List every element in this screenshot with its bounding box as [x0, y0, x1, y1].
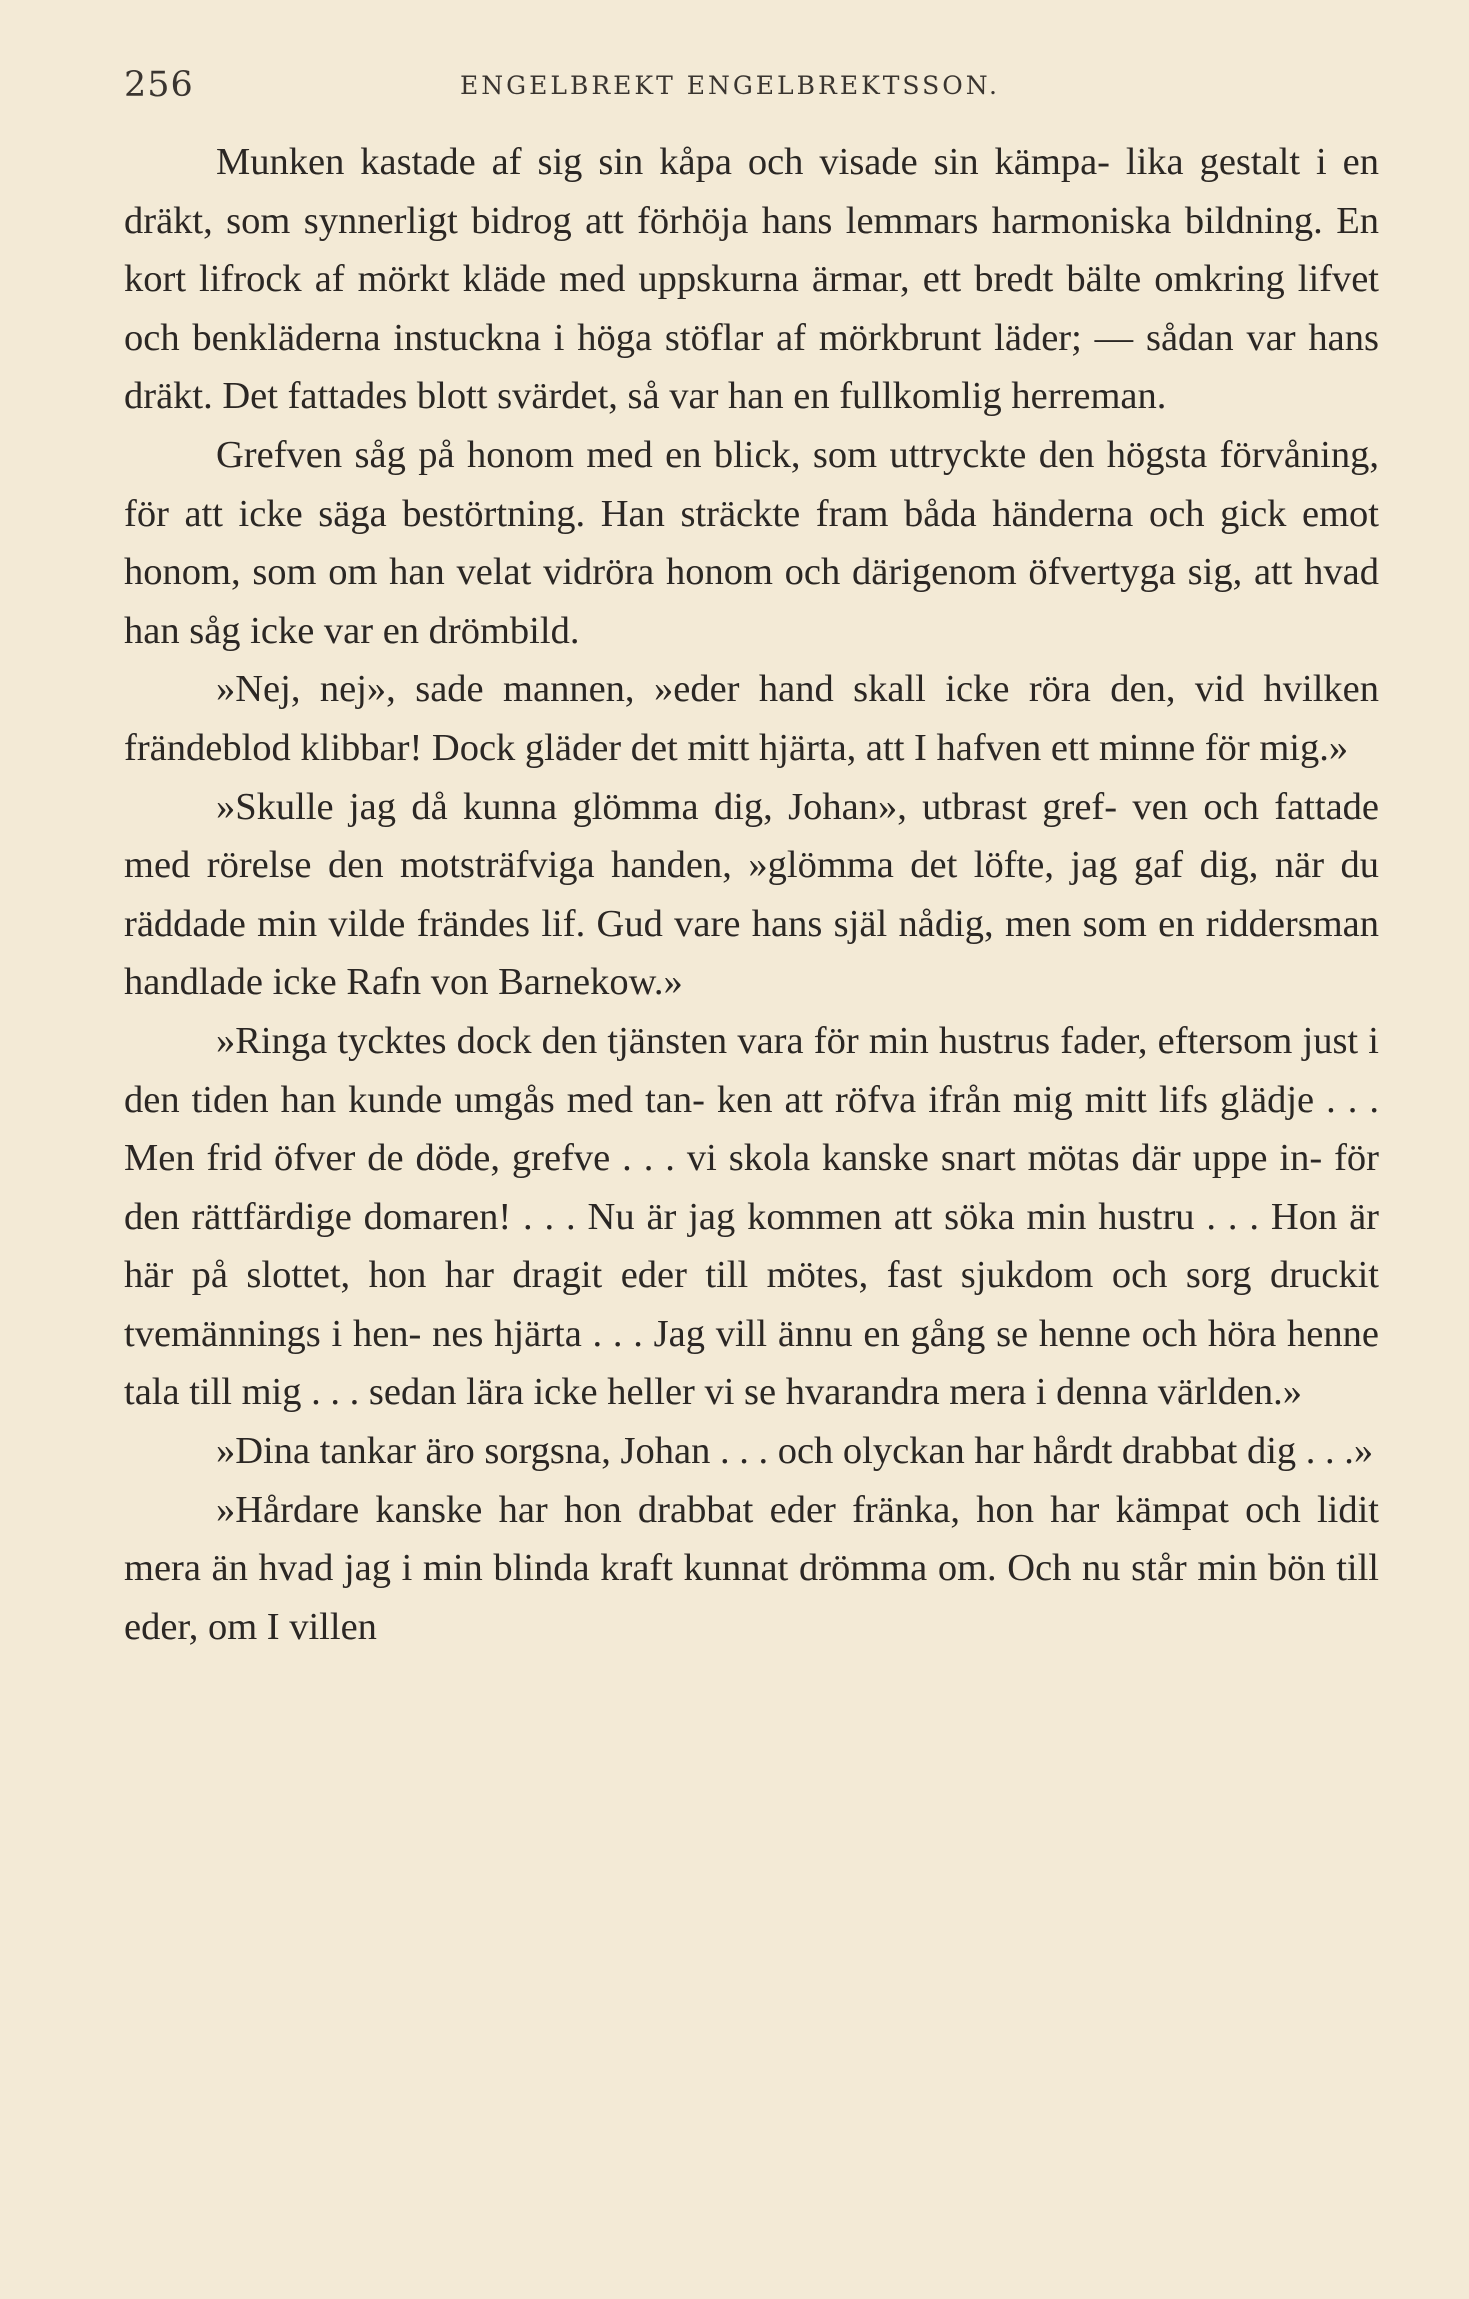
paragraph: »Dina tankar äro sorgsna, Johan . . . och olyckan har hårdt drabbat dig . . .»	[216, 1430, 1374, 1473]
paragraph: »Skulle jag då kunna glömma dig, Johan», utbrast gref- ven och fattade med rörelse den motsträfviga handen, »glömma det löfte, jag gaf dig, när du räddade min vilde frändes lif. Gud vare hans själ nådig, men som en riddersman handlade icke Rafn von Barnekow.»	[124, 785, 1379, 1004]
paragraph: Munken kastade af sig sin kåpa och visade sin kämpa- lika gestalt i en dräkt, som synnerligt bidrog att förhöja hans lemmars harmoniska bildning. En kort lifrock af mörkt kläde med uppskurna ärmar, ett bredt bälte omkring lifvet och benkläderna instuckna i höga stöflar af mörkbrunt läder; — sådan var hans dräkt. Det fattades blott svärdet, så var han en fullkomlig herreman.	[124, 141, 1379, 418]
paragraph: Grefven såg på honom med en blick, som uttryckte den högsta förvåning, för att icke säga bestörtning. Han sträckte fram båda händerna och gick emot honom, som om han velat vidröra honom och därigenom öfvertyga sig, att hvad han såg icke var en drömbild.	[124, 433, 1379, 652]
paragraph: »Nej, nej», sade mannen, »eder hand skall icke röra den, vid hvilken frändeblod klibbar! Dock gläder det mitt hjärta, att I hafven ett minne för mig.»	[124, 668, 1379, 769]
page-header	[124, 55, 1381, 115]
page-number: 256	[124, 65, 194, 105]
paragraph: »Ringa tycktes dock den tjänsten vara för min hustrus fader, eftersom just i den tiden han kunde umgås med tan- ken att röfva ifrån mig mitt lifs glädje . . . Men frid öfver de döde, grefve . . . vi skola kanske snart mötas där uppe in- för den rättfärdige domaren! . . . Nu är jag kommen att söka min hustru . . . Hon är här på slottet, hon har dragit eder till mötes, fast sjukdom och sorg druckit tvemännings i hen- nes hjärta . . . Jag vill ännu en gång se henne och höra henne tala till mig . . . sedan lära icke heller vi se hvarandra mera i denna världen.»	[124, 1019, 1379, 1414]
running-title: ENGELBREKT ENGELBREKTSSON.	[460, 71, 1000, 100]
paragraph: »Hårdare kanske har hon drabbat eder fränka, hon har kämpat och lidit mera än hvad jag i min blinda kraft kunnat drömma om. Och nu står min bön till eder, om I villen	[124, 1488, 1379, 1648]
body-text	[124, 133, 1379, 1656]
